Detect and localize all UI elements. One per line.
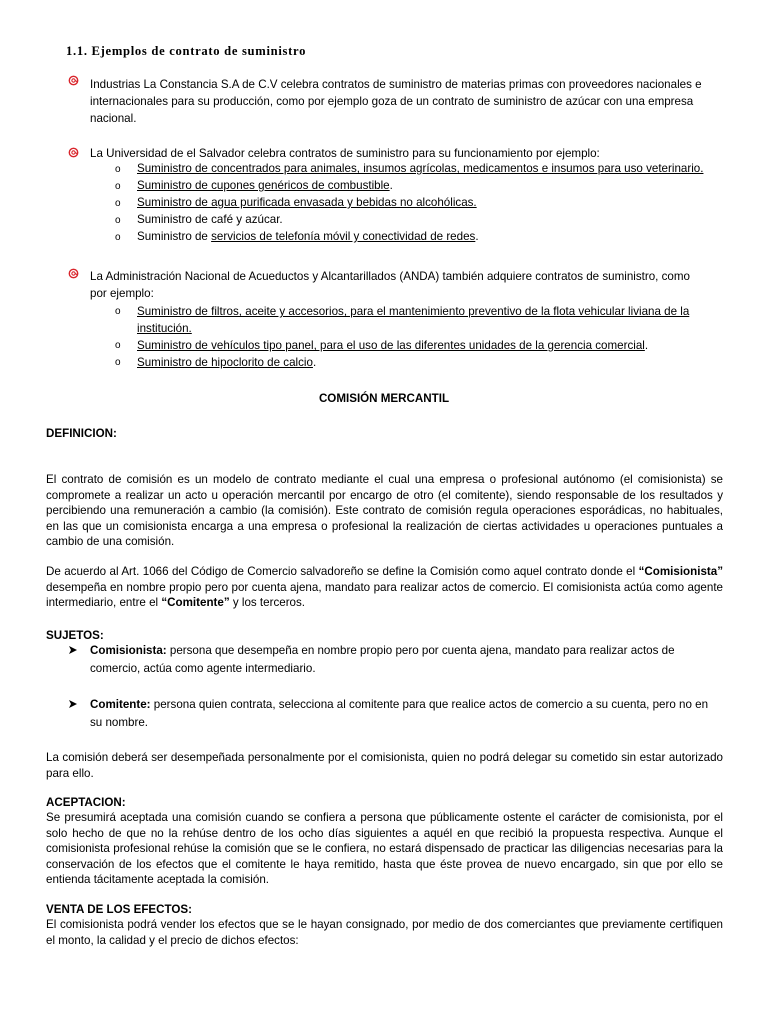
list-item: o Suministro de café y azúcar. [113, 212, 733, 229]
hollow-circle-bullet-icon: o [115, 357, 121, 368]
hollow-circle-bullet-icon: o [115, 232, 121, 243]
list-item: o Suministro de vehículos tipo panel, para el uso de las diferentes unidades de la gerencia comercial. [115, 339, 649, 352]
section-heading: 1.1. Ejemplos de contrato de suministro [66, 44, 307, 58]
hollow-circle-bullet-icon: o [115, 164, 121, 175]
list-item: o Suministro de servicios de telefonía móvil y conectividad de redes. [113, 229, 733, 246]
example-3-list [113, 303, 733, 371]
sujetos-label: SUJETOS: [46, 629, 104, 642]
comision-title: COMISIÓN MERCANTIL [318, 392, 450, 405]
example-2-list [113, 161, 733, 246]
list-item: o Suministro de concentrados para animales, insumos agrícolas, medicamentos e insumos para uso veterinario. [113, 161, 733, 178]
hollow-circle-bullet-icon: o [115, 181, 121, 192]
example-paragraph-2-intro: La Universidad de el Salvador celebra contratos de suministro para su funcionamiento por ejemplo: [90, 147, 600, 160]
list-item: o Suministro de hipoclorito de calcio. [115, 356, 317, 369]
arrow-bullet-icon [68, 645, 78, 655]
example-paragraph-1: Industrias La Constancia S.A de C.V celebra contratos de suministro de materias primas con proveedores nacionales e internacionales para su producción, como por ejemplo goza de un contrato de suministro de azúcar con una empresa nacional. [90, 78, 702, 125]
hollow-circle-bullet-icon: o [115, 215, 121, 226]
aceptacion-label: ACEPTACION: [46, 796, 126, 809]
sujeto-comitente: Comitente: persona quien contrata, selecciona al comitente para que realice actos de comercio a su cuenta, pero no en su nombre. [90, 698, 709, 729]
at-sign-bullet-icon [68, 75, 79, 86]
example-paragraph-3-intro: La Administración Nacional de Acueductos y Alcantarillados (ANDA) también adquiere contratos de suministro, como por ejemplo: [90, 270, 690, 300]
definicion-label: DEFINICION: [46, 427, 117, 440]
hollow-circle-bullet-icon: o [115, 198, 121, 209]
hollow-circle-bullet-icon: o [115, 306, 121, 317]
sujeto-comisionista: Comisionista: persona que desempeña en nombre propio pero por cuenta ajena, mandato para realizar actos de comercio, actúa como agente intermediario. [90, 644, 675, 675]
articulo-paragraph: De acuerdo al Art. 1066 del Código de Comercio salvadoreño se define la Comisión como aquel contrato donde el “Comisionista” desempeña en nombre propio pero por cuenta ajena, mandato para realizar actos de comercio. El comisionista actúa como agente intermediario, entre el “Comitente” y los terceros. [46, 565, 723, 610]
delegacion-text: La comisión deberá ser desempeñada personalmente por el comisionista, quien no podrá delegar su cometido sin estar autorizado para ello. [46, 751, 723, 780]
venta-label: VENTA DE LOS EFECTOS: [46, 903, 193, 916]
at-sign-bullet-icon [68, 147, 79, 158]
list-item: o Suministro de cupones genéricos de combustible. [113, 178, 733, 195]
list-item: o Suministro de agua purificada envasada y bebidas no alcohólicas. [113, 195, 733, 212]
venta-text: El comisionista podrá vender los efectos que se le hayan consignado, por medio de dos comerciantes que previamente certifiquen el monto, la calidad y el precio de dichos efectos: [46, 918, 723, 947]
aceptacion-text: Se presumirá aceptada una comisión cuando se confiera a persona que públicamente ostente el carácter de comisionista, por el solo hecho de que no la rehúse dentro de los ocho días siguientes a aquél en que recibió la propuesta respectiva. Aunque el comisionista profesional rehúse la comisión que se le confiera, no estará dispensado de practicar las diligencias necesarias para la conservación de los efectos que el comitente le haya remitido, hasta que éste provea de nuevo encargado, sin que por ello se entienda tácitamente aceptada la comisión. [46, 811, 723, 887]
at-sign-bullet-icon [68, 268, 79, 279]
arrow-bullet-icon [68, 699, 78, 709]
hollow-circle-bullet-icon: o [115, 340, 121, 351]
list-item: o Suministro de filtros, aceite y accesorios, para el mantenimiento preventivo de la flota vehicular liviana de la institución. [115, 305, 690, 335]
definicion-text: El contrato de comisión es un modelo de contrato mediante el cual una empresa o profesional autónomo (el comisionista) se compromete a realizar un acto u operación mercantil por encargo de otro (el comitente), siendo responsable de los resultados y percibiendo una remuneración a cambio (la comisión). Este contrato de comisión regula operaciones esporádicas, no habituales, en las que un comisionista encarga a una empresa o profesional la realización de ciertas actividades u operaciones puntuales a cambio de una comisión. [46, 473, 723, 549]
